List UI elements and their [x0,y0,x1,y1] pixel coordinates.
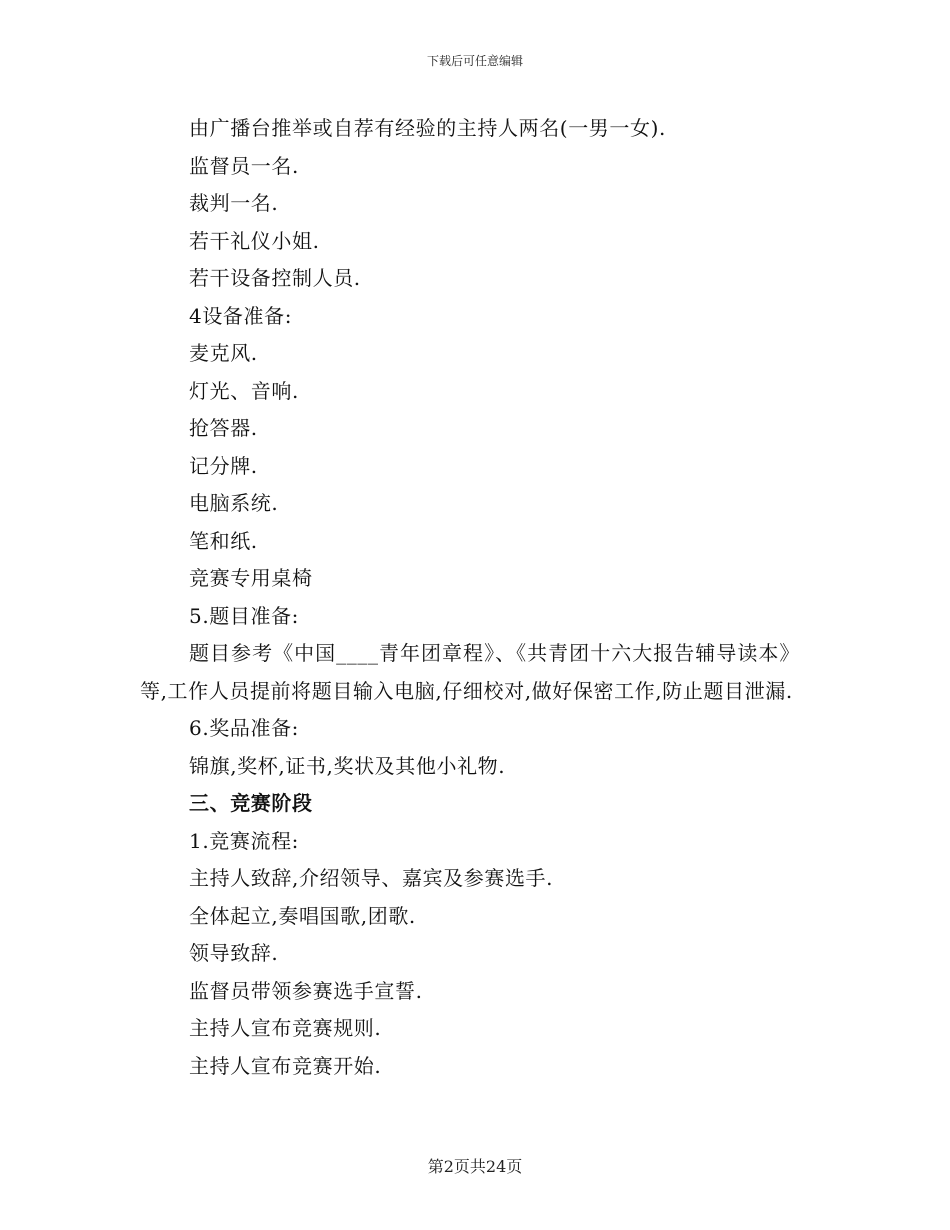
list-item: 电脑系统. [189,491,279,515]
text-line: 裁判一名. [189,191,279,215]
list-item: 主持人致辞,介绍领导、嘉宾及参赛选手. [189,866,554,890]
list-item: 灯光、音响. [189,378,299,403]
text-line: 若干设备控制人员. [189,266,361,290]
text-line: 监督员一名. [189,153,299,178]
section-heading: 4设备准备: [189,303,293,328]
list-item: 主持人宣布竞赛规则. [189,1016,382,1040]
text-line: 由广播台推举或自荐有经验的主持人两名(一男一女). [189,116,666,140]
text-line: 若干礼仪小姐. [189,228,320,253]
list-item: 竞赛专用桌椅 [189,566,313,590]
chapter-heading: 三、竞赛阶段 [189,791,313,815]
list-item: 全体起立,奏唱国歌,团歌. [189,903,416,928]
list-item: 笔和纸. [189,528,258,553]
list-item: 麦克风. [189,341,258,365]
text-line: 锦旗,奖杯,证书,奖状及其他小礼物. [189,753,506,778]
paragraph: 题目参考《中国____青年团章程》、《共青团十六大报告辅导读本》等,工作人员提前将题目输入电脑,仔细校对,做好保密工作,防止题目泄漏. [140,641,800,703]
section-heading: 5.题目准备: [189,603,300,628]
list-item: 记分牌. [189,453,258,478]
list-item: 主持人宣布竞赛开始. [189,1053,382,1078]
list-item: 抢答器. [189,416,258,440]
page-number: 第2页共24页 [427,1157,523,1176]
list-item: 监督员带领参赛选手宣誓. [189,978,423,1003]
document-body [140,110,800,1085]
list-item: 领导致辞. [189,941,279,965]
page-header: 下载后可任意编辑 [426,54,523,68]
section-heading: 1.竞赛流程: [189,828,300,853]
section-heading: 6.奖品准备: [189,716,300,740]
